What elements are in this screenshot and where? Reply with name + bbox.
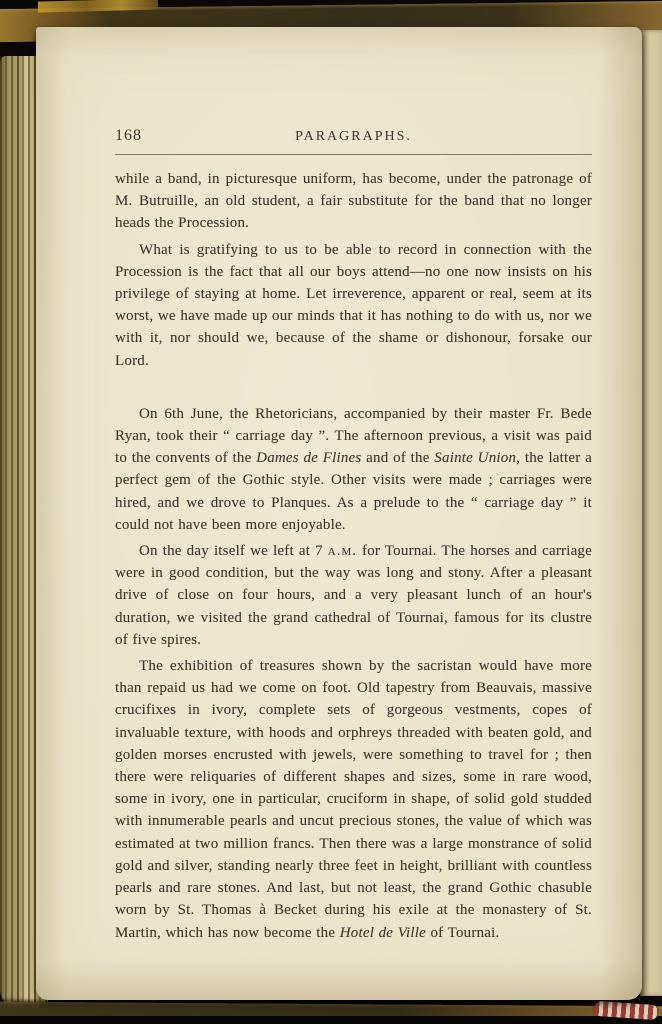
text-segment-italic: Hotel de Ville	[339, 924, 426, 941]
text-segment: , the latter a perfect gem of the Gothic style. Other visits were made ; carriages were hired, and we drove to Planques. As a prelude to the “ carriage day ” it could not have been more enjoyable.	[115, 450, 592, 533]
paragraph	[115, 239, 592, 372]
text-segment: of Tournai.	[425, 924, 500, 941]
paragraph	[115, 168, 592, 235]
text-block	[115, 168, 592, 944]
text-segment: The exhibition of treasures shown by the sacristan would have more than repaid us had we come on foot. Old tapestry from Beauvais, massive crucifixes in ivory, complete sets of gorgeous vestments, copes of invaluable texture, with hoods and orphreys threaded with beaten gold, and golden morses encrusted with jewels, were something to travel for ; then there were reliquaries of different shapes and sizes, some in rare wood, some in ivory, one in particular, cruciform in shape, of solid gold studded with innumerable pearls and uncut precious stones, the value of which was estimated at two million francs. Then there was a large monstrance of solid gold and silver, standing nearly three feet in height, brilliant with countless pearls and rare stones. And last, but not least, the grand Gothic chasuble worn by St. Thomas à Becket during his exile at the monastery of St. Martin, which has now become the	[115, 658, 592, 941]
running-head: PARAGRAPHS.	[295, 129, 412, 144]
page-content-area	[36, 27, 642, 944]
text-segment: for Tournai. The horses and carriage were in good condition, but the way was long and stony. After a pleasant drive of close on four hours, and a very pleasant lunch of an hour's duration, we visited the grand cathedral of Tournai, famous for its clustre of five spires.	[115, 543, 592, 648]
paragraph	[115, 655, 592, 944]
page-header	[115, 127, 592, 145]
facing-page-right	[640, 30, 662, 996]
text-segment-smallcaps: a.m.	[327, 543, 358, 560]
text-segment: What is gratifying to us to be able to record in connection with the Procession is the fact that all our boys attend—no one now insists on his privilege of staying at home. Let irreverence, apparent or real, seem at its worst, we have made up our minds that it has nothing to do with us, nor we with it, nor should we, because of the shame or dishonour, forsake our Lord.	[115, 241, 592, 369]
book-page	[36, 27, 642, 1000]
text-segment: while a band, in picturesque uniform, has become, under the patronage of M. Butruille, an old student, a fair substitute for the band that no longer heads the Procession.	[115, 171, 592, 232]
text-segment-italic: Sainte Union	[434, 450, 517, 467]
header-rule	[115, 154, 592, 155]
text-segment: On the day itself we left at 7	[139, 543, 328, 560]
background-shadow	[0, 1016, 662, 1024]
paragraph	[115, 540, 592, 651]
text-segment: On 6th June, the Rhetoricians, accompanied by their master Fr. Bede Ryan, took their “ carriage day ”. The afternoon previous, a visit was paid to the convents of the	[115, 405, 592, 467]
paragraph	[115, 403, 592, 536]
page-number: 168	[115, 127, 142, 144]
text-segment-italic: Dames de Flines	[256, 450, 362, 467]
text-segment: and of the	[361, 450, 435, 467]
